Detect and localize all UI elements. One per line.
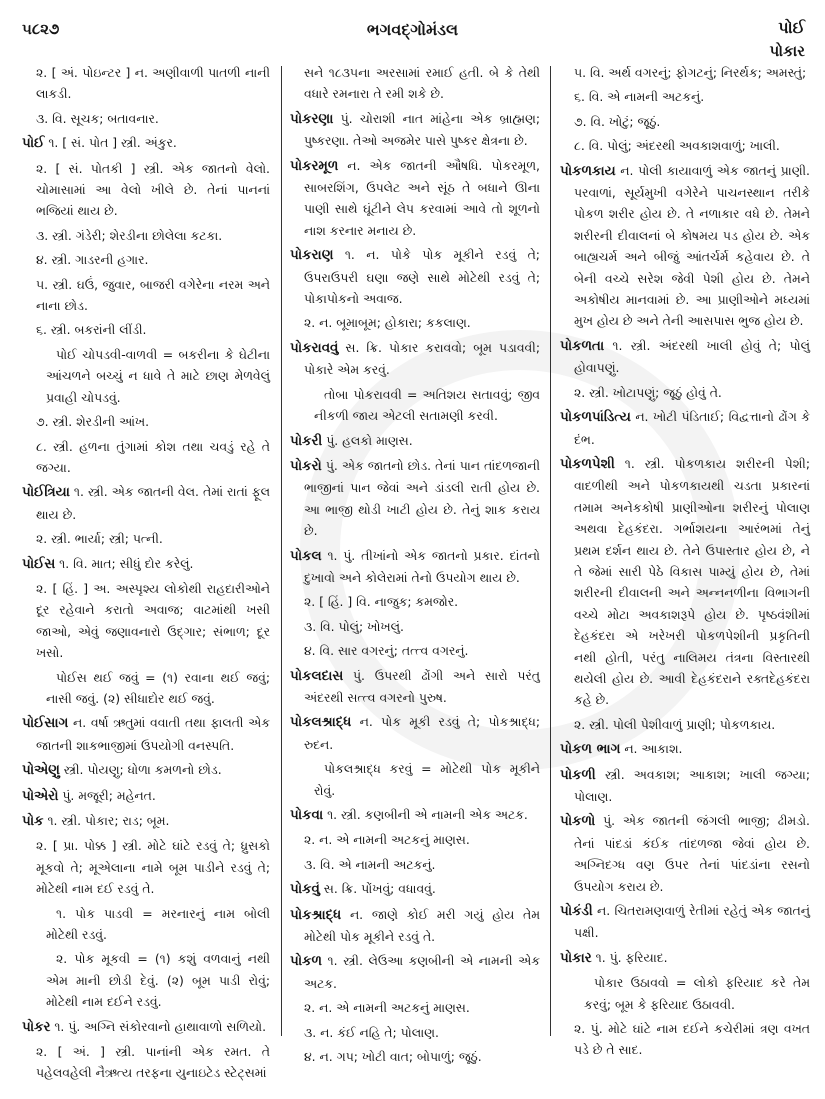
entry-sense [22,436,270,479]
headword: પોકરો [290,458,322,474]
definition-text: ૪. વિ. સાર વગરનું; તત્ત્વ વગરનું. [304,643,469,659]
column-2 [290,62,540,1070]
dictionary-entry [560,335,810,379]
entry-sense [22,274,270,317]
entry-sense [22,835,270,899]
headword: પોકરાણ [290,248,334,264]
guide-word-first: પોઈ [778,18,805,37]
entry-sense [560,111,810,132]
definition-text: ૧. પું. અગ્નિ સંકોરવાનો હાથાવાળો સળિયો. [50,1018,267,1034]
idiom-phrase [290,384,540,427]
entry-sense [22,158,270,222]
dictionary-entry [22,759,270,781]
idiom-phrase [22,344,270,408]
definition-text: ૨. [ પ્રા. પોક્ક ] સ્ત્રી. મોટે ઘાંટે રડવું તે; ધ્રુસકો મૂકવો તે; મૂએલાના નામે બૂમ પાડીને રડવું તે; મોટેથી નામ દઈ રડવું તે. [36,838,270,897]
definition-text: ૨. [ અં. પોઇન્ટર ] ન. અણીવાળી પાતળી નાની લાકડી. [36,65,270,102]
definition-text: ૩. વિ. પોલું; ખોખલું. [304,618,404,634]
definition-text: ૨. [ હિં. ] વિ. નાજુક; કમજોર. [304,594,459,610]
entry-sense [560,382,810,403]
definition-text: ૨. [ સં. પોતકી ] સ્ત્રી. એક જાતનો વેલો. ચોમાસામાં આ વેલો ખીલે છે. તેનાં પાનનાં ભજિયાં થાય છે. [36,160,270,219]
definition-text: ૨. [ હિં. ] અ. અસ્પૃશ્ય લોકોથી રાહદારીઓને દૂર રહેવાને કરાતો અવાજ; વાટમાંથી ખસી જાઓ, એવું જણાવનારો ઉદ્ગાર; સંભાળ; દૂર ખસો. [36,580,270,661]
headword: પોઈસાગ [22,716,69,732]
definition-text: ૩. વિ. સૂચક; બતાવનાર. [36,110,159,126]
entry-sense [22,62,270,105]
definition-text: પું. ચોરાશી નાત માંહેના એક બ્રાહ્મણ; પુષ્કરણા. તેઓ અજમેર પાસે પુષ્કર ક્ષેત્રના છે. [304,110,540,149]
dictionary-entry [560,453,810,711]
headword: પોકરણા [290,111,334,127]
dictionary-entry [290,108,540,152]
headword: પોઈ [22,136,45,152]
definition-text: ૨. પું. મોટે ઘાંટે નામ દઈને કચેરીમાં ત્રણ વખત પડે છે તે સાદ. [574,1021,810,1058]
entry-sense [22,108,270,129]
definition-text: તોબા પોકરાવવી = અતિશય સતાવવું; જીવ નીકળી જાય એટલી સતામણી કરવી. [314,386,540,424]
column-3 [560,62,810,1064]
definition-text: ૭. વિ. ખોટું; જૂઠું. [574,113,661,129]
entry-sense [560,135,810,156]
headword: પોકળપેશી [560,456,615,472]
definition-text: પું. એક જાતનો છોડ. તેનાં પાન તાંદળજાની ભાજીનાં પાન જેવાં અને ડાંડલી રાતી હોય છે. આ ભાજી થોડી ખાટી હોય છે. તેનું શાક કરાય છે. [304,457,540,539]
dictionary-entry [290,455,540,542]
entry-sense [290,1046,540,1067]
definition-text: ૫. વિ. અર્થ વગરનું; ફોગટનું; નિરર્થક; અમસ્તું; [574,65,807,80]
entry-sense [22,528,270,549]
definition-text: ન. ખોટી પંડિતાઈ; વિદ્વત્તાનો ઢોંગ કે દંભ. [574,409,810,447]
definition-text: ૨. સ્ત્રી. ખોટાપણું; જૂઠું હોવું તે. [574,384,722,400]
entry-sense [560,62,810,83]
column-divider [550,66,551,1036]
headword: પોકર [22,1019,51,1035]
definition-text: ૧. સ્ત્રી. લેઉઆ કણબીની એ નામની એક અટક. [304,953,540,991]
column-divider [281,66,282,1036]
definition-text: પું. એક જાતની જંગલી ભાજી; ઢીમડો. તેનાં પાંદડાં કંઈક તાંદળજા જેવાં હોય છે. અગ્નિદગ્ધ વણ ઉપર તેનાં પાંદડાંના રસનો ઉપયોગ કરાય છે. [574,813,810,894]
definition-text: સ્ત્રી. અવકાશ; આકાશ; ખાલી જગ્યા; પોલાણ. [574,766,810,804]
definition-text: ૧. સ્ત્રી. પોકળકાય શરીરની પેશી; વાદળીથી અને પોકળકાયથી ચડતા પ્રકારનાં તમામ અનેકકોષી પ્રાણીઓના શરીરનું પોલાણ અથવા દેહકંદરા. ગર્ભાશયના આરંભમાં તેનું પ્રથમ દર્શન થાય છે. તેને ઉપાસ્તાર હોય છે, ને તે જેમાં સારી પેઠે વિકાસ પામ્યું હોય છે, તેમાં શરીરની દીવાલની અને અન્નનળીના વિભાગની વચ્ચે મોટા અવકાશરૂપે હોય છે. પૃષ્ઠવંશીમાં દેહકંદરા એ ખરેખરી પોકળપેશીની પ્રકૃતિની નથી હોતી, પરંતુ નાલિમય તંત્રના વિસ્તારથી થયેલી હોય છે. આવી દેહકંદરાને રક્તદેહકંદરા કહે છે. [574,455,810,708]
dictionary-entry [560,810,810,897]
entry-sense [22,319,270,340]
headword: પોકરી [290,433,323,449]
definition-text: સ. ક્રિ. પોકાર કરાવવો; બૂમ પડાવવી; પોકારે એમ કરવું. [304,339,540,378]
entry-sense [290,854,540,875]
entry-sense [560,86,810,107]
headword: પોકળ [290,954,322,970]
definition-text: પું. ઉપરથી ઢોંગી અને સારો પરંતુ અંદરથી સત્ત્વ વગરનો પુરુષ. [304,667,540,705]
dictionary-entry [22,553,270,575]
entry-sense [22,249,270,270]
dictionary-entry [290,665,540,709]
idiom-phrase [560,972,810,1015]
definition-text: ૨. પોક મૂકવી = (૧) કશું વળવાનું નથી એમ માની છોડી દેવું. (૨) બૂમ પાડી રોવું; મોટેથી નામ દઈને રડવું. [46,951,270,1010]
headword: પોકાર [560,950,592,966]
entry-sense [290,1022,540,1043]
entry-sense [290,997,540,1018]
entry-sense [290,62,540,105]
definition-text: ન. પોક મૂકી રડવું તે; પોકશ્રાદ્ધ; રુદન. [304,714,540,752]
definition-text: ૧. વિ. માત; સીધું દોર કરેલું. [55,555,194,571]
dictionary-entry [290,337,540,381]
definition-text: સ્ત્રી. પોયણુ; ધોળા કમળનો છોડ. [59,762,222,778]
dictionary-entry [22,481,270,525]
idiom-phrase [22,948,270,1012]
definition-text: ન. એક જાતની ઔષધિ. પોકરમૂળ, સાબરશિંગ, ઉપલેટ અને સૂંઠ તે બધાને ઊના પાણી સાથે ઘૂંટીને લેપ કરવામાં આવે તો શૂળનો નાશ કરનાર મનાય છે. [304,157,540,238]
definition-text: ૧. પોક પાડવી = મરનારનું નામ બોલી મોટેથી રડવું. [46,905,270,943]
definition-text: પોકાર ઉઠાવવો = લોકો ફરિયાદ કરે તેમ કરવું; બૂમ કે ફરિયાદ ઉઠાવવી. [584,975,810,1012]
definition-text: ૧. સ્ત્રી. અંદરથી ખાલી હોવું તે; પોલું હોવાપણું. [574,337,810,376]
definition-text: સ. ક્રિ. પોંખવું; વધાવવું. [319,881,436,897]
definition-text: ૧. સ્ત્રી. કણબીની એ નામની એક અટક. [323,807,528,822]
headword: પોઈસ [22,556,56,572]
headword: પોએરો [22,788,59,804]
dictionary-entry [290,878,540,900]
definition-text: ૨. ન. બૂમાબૂમ; હોકારા; કકલાણ. [304,315,471,331]
headword: પોકળતા [560,338,605,354]
entry-sense [290,829,540,850]
definition-text: પોઈ ચોપડવી-વાળવી = બકરીના કે ઘેટીના આંચળને બચ્ચું ન ધાવે તે માટે છાણ મેળવેલું પ્રવાહી ચોપડવું. [46,346,270,405]
definition-text: ૪. ન. ગપ; ખોટી વાત; બોપાળું; જૂઠું. [304,1049,482,1065]
headword: પોકંડી [560,904,593,920]
definition-text: સને ૧૮૩૫ના અરસામાં રમાઈ હતી. બે કે તેથી વધારે રમનારા તે રમી શકે છે. [304,65,540,102]
definition-text: ૭. સ્ત્રી. શેરડીની આંખ. [36,414,150,430]
definition-text: ન. આકાશ. [620,741,683,757]
dictionary-entry [560,160,810,332]
definition-text: ૨. સ્ત્રી. ભાર્યા; સ્ત્રી; પત્ની. [36,531,163,547]
definition-text: ૫. સ્ત્રી. ઘઉં, જુવાર, બાજરી વગેરેના નરમ અને નાના છોડ. [36,276,270,314]
dictionary-entry [290,711,540,755]
headword: પોકળી [560,767,596,783]
dictionary-entry [560,947,810,969]
entry-sense [560,714,810,735]
definition-text: ૧. ન. પોકે પોક મૂકીને રડવું તે; ઉપરાઉપરી ઘણા જણે સાથે મોટેથી રડવું તે; પોકાપોકનો અવાજ. [304,247,540,307]
definition-text: ૩. સ્ત્રી. ગંડેરી; શેરડીના છોલેલા કટકા. [36,227,223,243]
dictionary-entry [290,904,540,948]
entry-sense [290,591,540,612]
page-title: ભગવદ્ગોમંડલ [366,20,459,39]
definition-text: પોકલશ્રાદ્ધ કરવું = મોટેથી પોક મૂકીને રોવું. [314,761,540,798]
dictionary-entry [22,785,270,807]
headword: પોકળપાંડિત્ય [560,410,631,426]
definition-text: ૧. સ્ત્રી. પોકાર; રાડ; બૂમ. [43,813,170,828]
definition-text: ૪. સ્ત્રી. ગાડરની હગાર. [36,252,149,268]
headword: પોકલશ્રાદ્ધ [290,715,352,731]
definition-text: ૮. સ્ત્રી. હળના તુંગામાં કોશ તથા ચવડું રહે તે જગ્યા. [36,438,270,475]
dictionary-entry [560,738,810,760]
definition-text: ૧. પું. તીખાંનો એક જાતનો પ્રકાર. દાંતનો દુખાવો અને કોલેરામાં તેનો ઉપયોગ થાય છે. [304,547,540,585]
dictionary-entry [290,545,540,589]
headword: પોક [22,814,44,829]
headword: પોકળો [560,814,596,830]
definition-text: પું. હલકો માણસ. [322,432,413,448]
headword: પોકરમૂળ [290,158,339,174]
dictionary-entry [22,132,270,154]
entry-sense [22,1041,270,1084]
headword: પોઈત્રિયા [22,485,70,501]
dictionary-entry [560,406,810,450]
entry-sense [290,640,540,661]
column-1 [22,62,270,1087]
idiom-phrase [22,903,270,946]
entry-sense [22,411,270,432]
definition-text: પું. મજૂરી; મહેનત. [58,787,156,803]
dictionary-entry [290,950,540,994]
entry-sense [22,225,270,246]
idiom-phrase [22,667,270,710]
definition-text: ૩. વિ. એ નામની અટકનું. [304,856,436,872]
definition-text: ૧. સ્ત્રી. એક જાતની વેલ. તેમાં રાતાં ફૂલ થાય છે. [36,484,270,522]
dictionary-entry [22,1016,270,1038]
headword: પોકશ્રાદ્ધ [290,907,342,923]
dictionary-entry [290,430,540,452]
definition-text: પોઈસ થઈ જવું = (૧) રવાના થઈ જવું; નાસી જવું. (૨) સીધાદોર થઈ જવું. [46,669,270,706]
dictionary-entry [290,155,540,242]
definition-text: ન. જાણે કોઈ મરી ગયું હોય તેમ મોટેથી પોક મૂકીને રડવું તે. [304,906,540,945]
headword: પોકલ [290,548,322,564]
definition-text: ન. ચિતરામણવાળું રેતીમાં રહેતું એક જાતનું પક્ષી. [574,903,810,941]
entry-sense [22,578,270,664]
definition-text: ૨. ન. એ નામની અટકનું માણસ. [304,1000,470,1016]
dictionary-entry [560,900,810,944]
headword: પોકળકાય [560,163,616,179]
definition-text: ૨. [ અં. ] સ્ત્રી. પાનાંની એક રમત. તે પહેલવહેલી નૈઋત્ય તરફના યુનાઇટેડ સ્ટેટ્સમાં [36,1044,270,1081]
dictionary-entry [560,764,810,808]
definition-text: ન. વર્ષા ઋતુમાં વવાતી તથા ફાલતી એક જાતની શાકભાજીમાં ઉપયોગી વનસ્પતિ. [36,715,270,753]
page-number: ૫૮૨૭ [22,20,60,38]
headword: પોકરાવવું [290,340,339,356]
definition-text: ૧. પું. ફરિયાદ. [591,949,668,965]
headword: પોકળ ભાગ [560,742,621,758]
entry-sense [560,1018,810,1061]
headword: પોકવું [290,882,320,898]
guide-word-last: પોકાર [769,42,805,60]
entry-sense [290,616,540,637]
dictionary-entry [290,244,540,309]
entry-sense [290,312,540,333]
definition-text: ૬. સ્ત્રી. બકરાંની લીંડી. [36,322,147,338]
headword: પોકલદાસ [290,668,344,684]
definition-text: ૮. વિ. પોલું; અંદરથી અવકાશવાળું; ખાલી. [574,138,780,154]
definition-text: ન. પોલી કાયાવાળું એક જાતનું પ્રાણી. પરવાળાં, સૂર્યમુખી વગેરેને પાચનસ્થાન તરીકે પોકળ શરીર હોય છે. તે નળાકાર વધે છે. તેમને શરીરની દીવાલનાં બે કોષમય પડ હોય છે. એક બાહ્યચર્મ અને બીજું આંતર્ચર્મ કહેવાય છે. તે બેની વચ્ચે સરેશ જેવી પેશી હોય છે. તેમને અકોષીય માનવામાં છે. આ પ્રાણીઓને મધ્યમાં મુખ હોય છે અને તેની આસપાસ ભુજ હોય છે. [574,162,810,329]
headword: પોએણુ [22,763,60,779]
headword: પોકવા [290,808,324,823]
definition-text: ૬. વિ. એ નામની અટકનું. [574,89,705,105]
definition-text: ૨. ન. એ નામની અટકનું માણસ. [304,832,470,848]
dictionary-entry [22,810,270,832]
definition-text: ૨. સ્ત્રી. પોલી પેશીવાળું પ્રાણી; પોકળકાય. [574,716,776,732]
definition-text: ૩. ન. કંઈ નહિ તે; પોલાણ. [304,1024,439,1040]
dictionary-entry [22,712,270,756]
definition-text: ૧. [ સં. પોત ] સ્ત્રી. અંકુર. [44,135,177,151]
idiom-phrase [290,758,540,801]
dictionary-entry [290,804,540,826]
